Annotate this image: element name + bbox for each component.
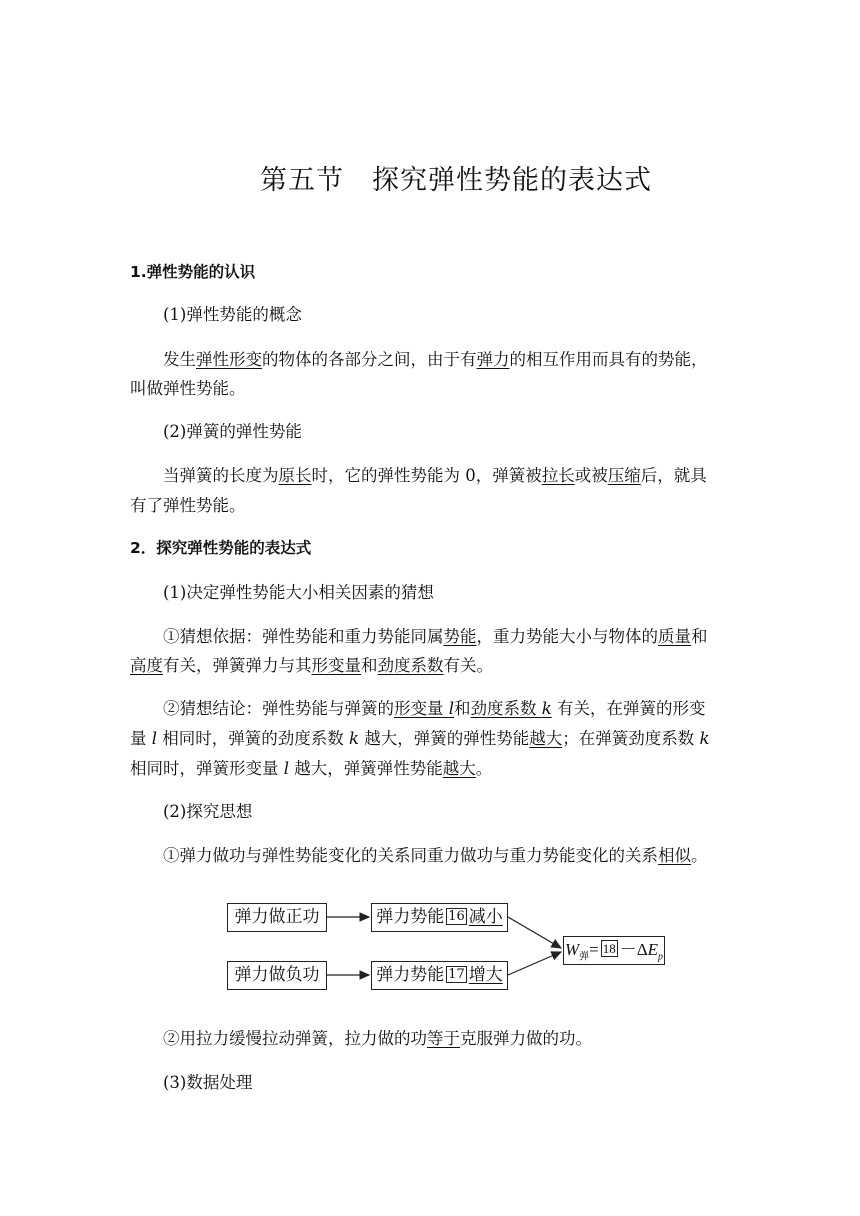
arrow-increase-to-formula <box>508 952 561 975</box>
paragraph-2-3: ①弹力做功与弹性势能变化的关系同重力做功与重力势能变化的关系相似。 <box>163 846 708 865</box>
answer-elastic-force: 弹力 <box>476 350 510 369</box>
subsection-2-2: (2)探究思想 <box>163 802 253 821</box>
box-elastic-force-positive-work: 弹力做正功 <box>227 903 327 932</box>
blank-number-18: 18 <box>602 941 616 956</box>
answer-larger-1: 越大 <box>529 729 563 748</box>
subsection-2-1: (1)决定弹性势能大小相关因素的猜想 <box>163 583 434 602</box>
answer-mass: 质量 <box>658 627 691 646</box>
answer-compressed: 压缩 <box>607 466 641 485</box>
box-potential-increase: 弹力势能 17 增大 <box>371 961 508 990</box>
paragraph-2-2-line-3: 相同时，弹簧形变量 l 越大，弹簧弹性势能越大。 <box>130 759 493 778</box>
blank-number-17: 17 <box>448 967 465 982</box>
paragraph-2-2-line-2: 量 l 相同时，弹簧的劲度系数 k 越大，弹簧的弹性势能越大；在弹簧劲度系数 k <box>130 729 710 748</box>
paragraph-1-2-line-2: 有了弹性势能。 <box>130 496 246 515</box>
answer-similar: 相似 <box>658 846 691 865</box>
box-elastic-force-negative-work: 弹力做负功 <box>227 961 327 990</box>
box-formula: $W_弹= 18 -\Delta E_p$ <box>563 936 665 965</box>
subsection-2-3: (3)数据处理 <box>163 1073 253 1092</box>
paragraph-1-1-line-2: 叫做弹性势能。 <box>130 379 246 398</box>
answer-elastic-deformation: 弹性形变 <box>196 350 262 369</box>
answer-larger-2: 越大 <box>442 759 476 778</box>
paragraph-2-1-line-1: ①猜想依据：弹性势能和重力势能同属势能，重力势能大小与物体的质量和 <box>163 627 708 646</box>
paragraph-1-2-line-1: 当弹簧的长度为原长时，它的弹性势能为 0，弹簧被拉长或被压缩后，就具 <box>163 466 707 485</box>
answer-equal-to: 等于 <box>427 1029 460 1048</box>
answer-original-length: 原长 <box>278 466 312 485</box>
page-title: 第五节 探究弹性势能的表达式 <box>260 165 652 196</box>
box-potential-decrease: 弹力势能 16 减小 <box>371 903 508 932</box>
answer-potential-energy: 势能 <box>443 627 477 646</box>
subsection-1-1: (1)弹性势能的概念 <box>163 305 302 324</box>
answer-stiffness-k: 劲度系数 k <box>470 699 552 718</box>
answer-height: 高度 <box>130 656 163 675</box>
answer-deformation: 形变量 <box>311 656 361 675</box>
paragraph-2-4: ②用拉力缓慢拉动弹簧，拉力做的功等于克服弹力做的功。 <box>163 1029 592 1048</box>
section-1-heading: 1.弹性势能的认识 <box>130 263 256 281</box>
paragraph-1-1-line-1: 发生弹性形变的物体的各部分之间，由于有弹力的相互作用而具有的势能， <box>163 350 708 369</box>
subsection-1-2: (2)弹簧的弹性势能 <box>163 422 302 441</box>
answer-stiffness: 劲度系数 <box>377 656 444 675</box>
section-2-heading: 2．探究弹性势能的表达式 <box>130 539 312 557</box>
answer-stretched: 拉长 <box>541 466 575 485</box>
answer-deformation-l: 形变量 l <box>394 699 455 718</box>
paragraph-2-1-line-2: 高度有关，弹簧弹力与其形变量和劲度系数有关。 <box>130 656 493 675</box>
paragraph-2-2-line-1: ②猜想结论：弹性势能与弹簧的形变量 l和劲度系数 k 有关，在弹簧的形变 <box>163 699 706 718</box>
blank-number-16: 16 <box>448 909 465 924</box>
arrow-decrease-to-formula <box>508 917 561 948</box>
